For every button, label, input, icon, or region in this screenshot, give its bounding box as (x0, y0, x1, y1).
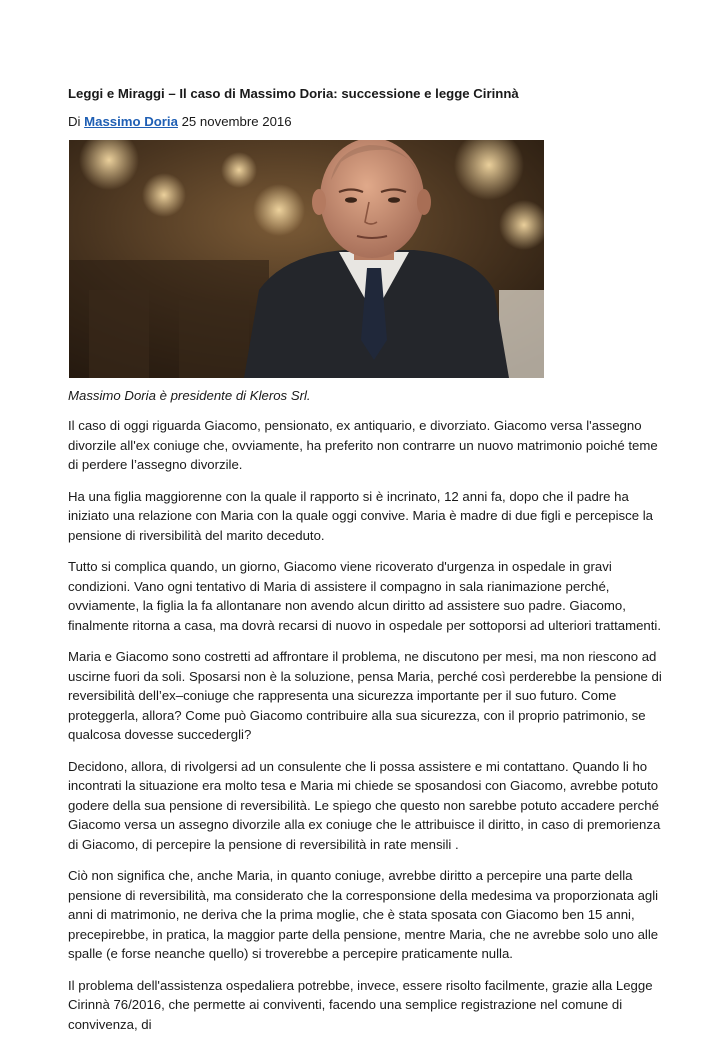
publish-date: 25 novembre 2016 (177, 114, 292, 129)
paragraph: Ha una figlia maggiorenne con la quale il rapporto si è incrinato, 12 anni fa, dopo che il padre ha iniziato una relazione con Maria con la quale oggi convive. Maria è madre di due figli e percepisce la pensione di riversibilità del marito deceduto. (68, 488, 653, 543)
article-body (68, 416, 668, 1046)
paragraph: Decidono, allora, di rivolgersi ad un consulente che li possa assistere e mi contattano. Quando li ho incontrati la situazione era molto tesa e Maria mi chiede se sposandosi con Giacomo, avrebbe potuto godere della sua pensione di reversibilità. Le spiego che questo non sarebbe potuto accadere perché Giacomo versa un assegno divorzile alla ex coniuge che le attribuisce il diritto, in caso di premorienza di Giacomo, di percepire la pensione di reversibilità in rate mensili . (68, 758, 661, 852)
byline-prefix: Di (68, 114, 85, 129)
byline (68, 114, 292, 129)
paragraph: Il problema dell'assistenza ospedaliera potrebbe, invece, essere risolto facilmente, grazie alla Legge Cirinnà 76/2016, che permette ai conviventi, facendo una semplice registrazione nel comune di convivenza, di (68, 977, 653, 1032)
paragraph: Ciò non significa che, anche Maria, in quanto coniuge, avrebbe diritto a percepire una parte della pensione di reversibilità, ma considerato che la corresponsione della medesima va proporzionata agli anni di matrimonio, ne deriva che la prima moglie, che è stata sposata con Giacomo ben 15 anni, precepirebbe, in pratica, la maggior parte della pensione, mentre Maria, che ne avrebbe solo uno alle spalle (e forse neanche quello) si troverebbe a percepire praticamente nulla. (68, 868, 659, 961)
paragraph: Tutto si complica quando, un giorno, Giacomo viene ricoverato d'urgenza in ospedale in gravi condizioni. Vano ogni tentativo di Maria di assistere il compagno in sala rianimazione perché, ovviamente, la figlia la fa allontanare non avendo alcun diritto ad assistere suo padre. Giacomo, finalmente ritorna a casa, ma dovrà recarsi di nuovo in ospedale per sottoporsi ad ulteriori trattamenti. (68, 559, 662, 633)
paragraph: Maria e Giacomo sono costretti ad affrontare il problema, ne discutono per mesi, ma non riescono ad uscirne fuori da soli. Sposarsi non è la soluzione, pensa Maria, perché così perderebbe la pensione di reversibilità dell’ex–coniuge che rappresenta una sicurezza importante per il suo futuro. Come proteggerla, allora? Come può Giacomo contribuire alla sua sicurezza, con il proprio patrimonio, se qualcosa dovesse succedergli? (68, 649, 662, 742)
author-photo (69, 140, 544, 378)
paragraph: Il caso di oggi riguarda Giacomo, pensionato, ex antiquario, e divorziato. Giacomo versa l'assegno divorzile all'ex coniuge che, ovviamente, ha preferito non contrarre un nuovo matrimonio poiché teme di perdere l’assegno divorzile. (68, 418, 658, 472)
author-link[interactable]: Massimo Doria (84, 114, 178, 129)
photo-caption: Massimo Doria è presidente di Kleros Srl. (68, 388, 311, 403)
article-title: Leggi e Miraggi – Il caso di Massimo Doria: successione e legge Cirinnà (68, 86, 519, 101)
